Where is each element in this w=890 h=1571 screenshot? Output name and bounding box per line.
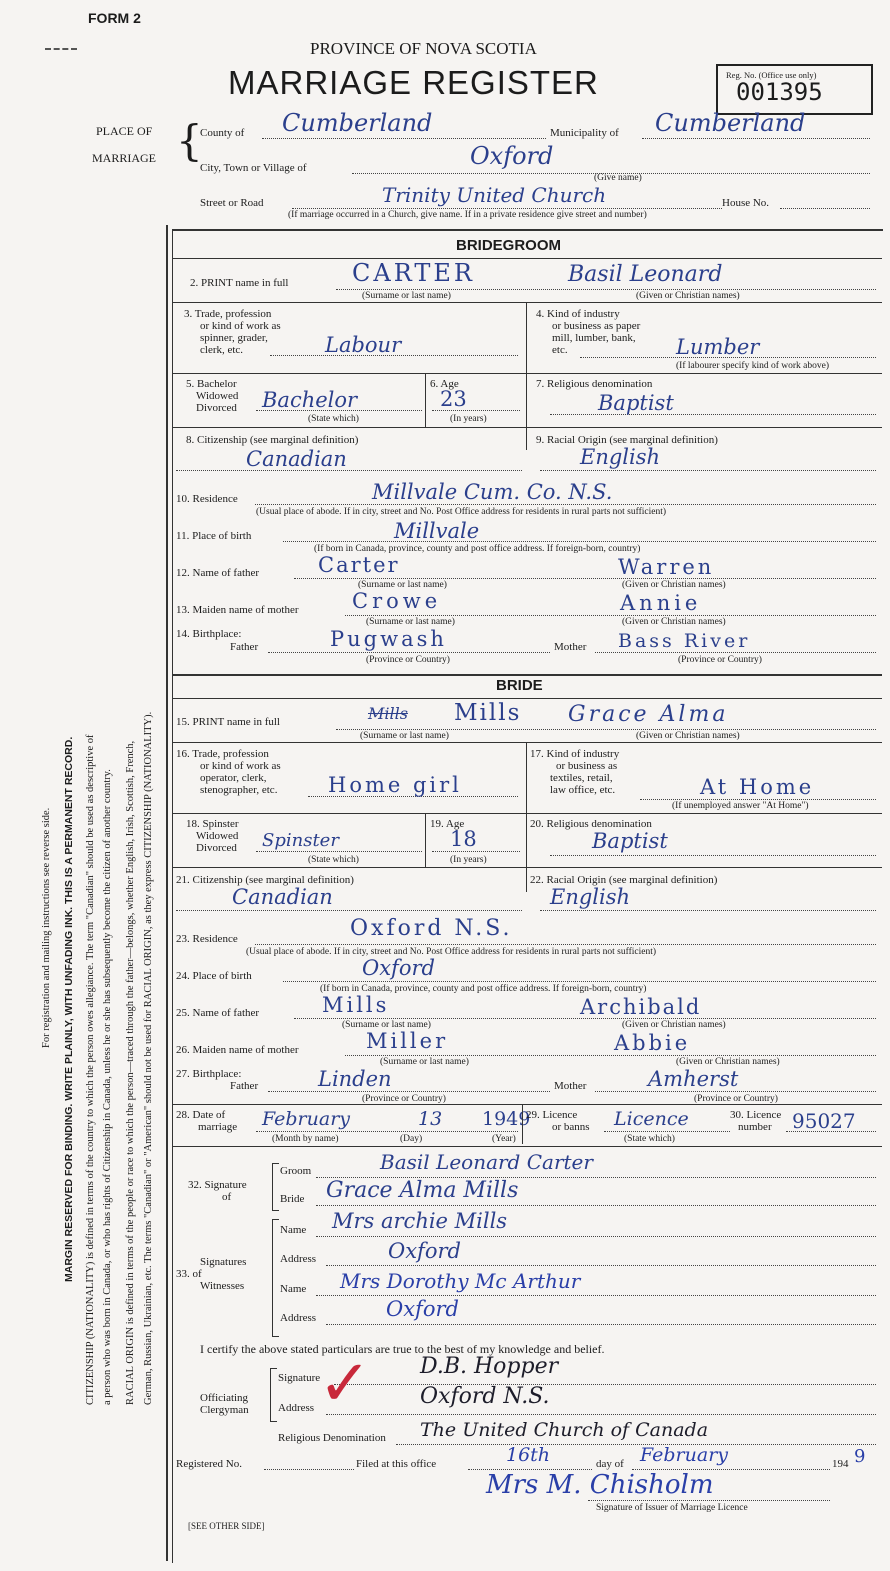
bride-sig-label: Bride [280,1193,305,1205]
city-value: Oxford [470,142,554,170]
bride-age: 18 [450,827,477,851]
witness2-address: Oxford [386,1297,459,1321]
f15-label-text: 15. PRINT name in full [176,716,280,728]
f4-line-4: etc. [552,344,568,356]
bride-trade: Home girl [328,773,462,797]
groom-father-birth: Pugwash [330,627,447,651]
municipality-label: Municipality of [550,127,619,139]
w2-address-label: Address [280,1312,317,1324]
f2-label [190,277,288,289]
bride-religion: Baptist [592,829,668,853]
f3-line-4: clerk, etc. [200,344,244,356]
groom-father-given: Warren [618,555,715,579]
f27-label: 27. Birthplace: [176,1068,242,1080]
f17-line-1: 17. Kind of industry [530,748,620,760]
groom-citizenship: Canadian [246,447,347,471]
place-of-label: PLACE OF [96,124,153,138]
groom-mother-surname: Crowe [352,589,442,613]
f30-label [730,1109,781,1133]
f7-label: 7. Religious denomination [536,378,653,390]
clergy-address-label: Address [278,1402,315,1414]
bride-residence: Oxford N.S. [350,916,513,941]
licence-or-banns: Licence [614,1108,689,1130]
marriage-day: 13 [418,1108,443,1130]
bride-father-birth: Linden [318,1067,392,1091]
f5-line-3: Divorced [196,402,237,414]
f25-label: 25. Name of father [176,1007,260,1019]
f19-label: 19. Age [430,818,465,830]
f16-label [176,748,281,796]
f21-label: 21. Citizenship (see marginal definition) [176,874,354,886]
f32-line-2: of [222,1191,232,1203]
f29-line-1: 29. Licence [526,1109,578,1121]
groom-signature: Basil Leonard Carter [380,1150,593,1174]
f26-given-note: (Given or Christian names) [676,1057,780,1067]
f12-given-note: (Given or Christian names) [622,580,726,590]
bride-given: Grace Alma [568,702,729,727]
city-label: City, Town or Village of [200,162,307,174]
punch-mark [45,48,77,50]
f32-bracket [272,1163,279,1211]
f14-label: 14. Birthplace: [176,628,242,640]
issuer-signature: Mrs M. Chisholm [486,1470,714,1500]
witness1-name: Mrs archie Mills [332,1209,508,1233]
groom-given-note: (Given or Christian names) [636,291,740,301]
day-of-label: day of [596,1458,624,1470]
f16-line-3: operator, clerk, [200,772,267,784]
f5-line-1: 5. Bachelor [186,378,237,390]
month-note: (Month by name) [272,1134,339,1144]
bride-surname: Mills [454,700,522,726]
issuer-note: Signature of Issuer of Marriage Licence [596,1503,748,1513]
bride-in-years: (In years) [450,855,487,865]
f14-father-label: Father [230,641,259,653]
f17-line-3: textiles, retail, [550,772,613,784]
municipality-value: Cumberland [655,109,806,137]
groom-father-surname: Carter [318,553,400,577]
f33-line-3: Witnesses [200,1280,245,1292]
f17-line-4: law office, etc. [550,784,616,796]
f5-label [186,378,238,414]
f25-given-note: (Given or Christian names) [622,1020,726,1030]
marriage-month: February [262,1108,351,1130]
bride-mother-birth: Amherst [648,1067,739,1091]
clergy-signature: D.B. Hopper [420,1354,559,1379]
groom-residence-note: (Usual place of abode. If in city, street and No. Post Office address for residents in rural parts not sufficient) [256,507,667,517]
day-note: (Day) [400,1134,423,1144]
f15-given-note: (Given or Christian names) [636,731,740,741]
f16-line-1: 16. Trade, profession [176,748,269,760]
reg-no-box [716,64,873,115]
f4-label [536,308,640,356]
denomination-value: The United Church of Canada [420,1419,709,1441]
margin-line-6: German, Russian, Ukrainian, etc. The terms "Canadian" or "American" should not be used for RACIAL ORIGIN, as they express CITIZENSHIP (NATIONALITY). [143,711,154,1405]
f30-line-2: number [738,1121,772,1133]
groom-in-years: (In years) [450,414,487,424]
f17-label [530,748,619,796]
bride-birthplace: Oxford [362,956,435,980]
margin-line-2: MARGIN RESERVED FOR BINDING. WRITE PLAINLY, WITH UNFADING INK. THIS IS A PERMANENT RECORD. [63,736,75,1282]
groom-trade: Labour [325,333,402,357]
street-value: Trinity United Church [382,183,607,207]
f15-surname-note: (Surname or last name) [360,731,449,741]
street-label: Street or Road [200,197,264,209]
margin-line-5: RACIAL ORIGIN is defined in terms of the people or race to which the person—traced through the father—belongs, whether English, Irish, Scottish, French, [125,740,136,1405]
f17-line-2: or business as [556,760,618,772]
f33-bracket [272,1219,279,1337]
groom-industry: Lumber [676,335,760,359]
f29-label [526,1109,590,1133]
groom-birthplace: Millvale [394,519,480,543]
f12-label: 12. Name of father [176,567,260,579]
give-name-note: (Give name) [594,173,642,183]
f27-father-label: Father [230,1080,259,1092]
f3-line-1: 3. Trade, profession [184,308,272,320]
certify-text: I certify the above stated particulars are true to the best of my knowledge and belief. [200,1342,605,1356]
house-label: House No. [722,197,770,209]
clergy-address: Oxford N.S. [420,1384,550,1409]
f16-line-4: stenographer, etc. [200,784,278,796]
filed-year-digit: 9 [854,1446,866,1467]
f28-line-2: marriage [198,1121,238,1133]
bride-heading: BRIDE [496,677,543,694]
f18-line-1: 18. Spinster [186,818,239,830]
clergy-line-1: Officiating [200,1392,249,1404]
f32-line-1: 32. Signature [188,1179,247,1191]
clergy-line-2: Clergyman [200,1404,249,1416]
groom-sig-label: Groom [280,1165,312,1177]
groom-surname: CARTER [352,259,475,287]
groom-racial: English [580,445,661,469]
f14-father-note: (Province or Country) [366,655,450,665]
groom-status: Bachelor [262,388,358,412]
bride-residence-note: (Usual place of abode. If in city, street and No. Post Office address for residents in rural parts not sufficient) [246,947,657,957]
f29-line-2: or banns [552,1121,590,1133]
clergy-label [200,1392,249,1416]
see-other-side: [SEE OTHER SIDE] [188,1521,265,1531]
f13-surname-note: (Surname or last name) [366,617,455,627]
registered-label: Registered No. [176,1458,242,1470]
street-note: (If marriage occurred in a Church, give name. If in a private residence give street and number) [288,210,647,220]
filed-month: February [640,1444,729,1466]
clergy-bracket [270,1368,277,1422]
f17-note: (If unemployed answer "At Home") [672,801,809,811]
f6-label: 6. Age [430,378,459,390]
reg-no-label: Reg. No. (Office use only) [726,70,817,80]
filed-day: 16th [506,1444,551,1466]
margin-line-1: For registration and mailing instructions see reverse side. [41,807,52,1048]
f4-line-3: mill, lumber, bank, [552,332,636,344]
bride-racial: English [550,885,631,909]
f3-line-2: or kind of work as [200,320,281,332]
groom-given: Basil Leonard [568,262,723,287]
year-note: (Year) [492,1134,516,1144]
marriage-label: MARRIAGE [92,151,157,165]
f18-line-3: Divorced [196,842,237,854]
f33-label [176,1256,246,1292]
red-check-mark: ✓ [318,1347,372,1421]
county-value: Cumberland [282,109,433,137]
bride-status: Spinster [262,830,339,851]
bride-father-given: Archibald [580,995,702,1019]
groom-residence: Millvale Cum. Co. N.S. [372,480,613,504]
marriage-year: 1949 [482,1108,531,1130]
f30-line-1: 30. Licence [730,1109,782,1121]
bride-industry: At Home [700,775,815,799]
denomination-label: Religious Denomination [278,1432,386,1444]
margin-line-4: a person who was born in Canada, or who has rights of Citizenship in Canada, unless he or she has subsequently become the citizen of another country. [102,769,113,1405]
f14-mother-note: (Province or Country) [678,655,762,665]
f18-line-2: Widowed [196,830,239,842]
f12-surname-note: (Surname or last name) [358,580,447,590]
groom-mother-birth: Bass River [618,630,751,652]
f4-line-1: 4. Kind of industry [536,308,620,320]
place-brace: { [176,116,203,165]
f28-label [176,1109,237,1133]
f14-mother-label: Mother [554,641,587,653]
f25-surname-note: (Surname or last name) [342,1020,431,1030]
f26-label: 26. Maiden name of mother [176,1044,299,1056]
f29-state-which: (State which) [624,1134,675,1144]
f3-label [184,308,281,356]
clergy-sig-label: Signature [278,1372,321,1384]
f24-label: 24. Place of birth [176,970,252,982]
f33-line-2: 33. of [176,1268,202,1280]
f28-line-1: 28. Date of [176,1109,226,1121]
filed-label: Filed at this office [356,1458,437,1470]
f9-label: 9. Racial Origin (see marginal definition) [536,434,718,446]
groom-surname-note: (Surname or last name) [362,291,451,301]
f33-line-1: Signatures [200,1256,247,1268]
w1-name-label: Name [280,1224,307,1236]
groom-age: 23 [440,387,467,411]
groom-mother-given: Annie [620,591,702,615]
f10-label: 10. Residence [176,493,238,505]
bride-birth-note: (If born in Canada, province, county and post office address. If foreign-born, country) [320,984,647,994]
f27-father-note: (Province or Country) [362,1094,446,1104]
bride-father-surname: Mills [322,993,390,1017]
f4-line-2: or business as paper [552,320,641,332]
reg-no-value: 001395 [736,78,823,106]
witness1-address: Oxford [388,1239,461,1263]
licence-number: 95027 [792,1109,856,1133]
f27-mother-label: Mother [554,1080,587,1092]
bride-citizenship: Canadian [232,885,333,909]
f2-label-text: 2. PRINT name in full [190,277,289,289]
f16-line-2: or kind of work as [200,760,281,772]
page-title: MARRIAGE REGISTER [228,64,599,101]
f11-label: 11. Place of birth [176,530,252,542]
f13-given-note: (Given or Christian names) [622,617,726,627]
bride-mother-surname: Miller [366,1029,449,1053]
witness2-name: Mrs Dorothy Mc Arthur [340,1269,581,1293]
f13-label: 13. Maiden name of mother [176,604,299,616]
f4-note: (If labourer specify kind of work above) [676,361,829,371]
w1-address-label: Address [280,1253,317,1265]
groom-religion: Baptist [598,391,674,415]
f27-mother-note: (Province or Country) [694,1094,778,1104]
form-number: FORM 2 [88,10,141,26]
province-heading: PROVINCE OF NOVA SCOTIA [310,39,537,58]
f26-surname-note: (Surname or last name) [380,1057,469,1067]
bridegroom-heading: BRIDEGROOM [456,237,561,254]
margin-line-3: CITIZENSHIP (NATIONALITY) is defined in terms of the country to which the person owes allegiance. The term "Canadian" should be used as descriptive of [85,734,96,1405]
f5-line-2: Widowed [196,390,239,402]
bride-mother-given: Abbie [614,1031,691,1055]
f32-label [188,1179,247,1203]
f3-line-3: spinner, grader, [200,332,268,344]
f22-label: 22. Racial Origin (see marginal definition) [530,874,718,886]
groom-state-which: (State which) [308,414,359,424]
f8-label: 8. Citizenship (see marginal definition) [186,434,359,446]
bride-struck-name: Mills [368,704,408,723]
bride-signature: Grace Alma Mills [326,1178,519,1203]
w2-name-label: Name [280,1283,307,1295]
bride-state-which: (State which) [308,855,359,865]
groom-birth-note: (If born in Canada, province, county and post office address. If foreign-born, country) [314,544,641,554]
f15-label [176,716,280,728]
f18-label [186,818,239,854]
county-label: County of [200,127,245,139]
f20-label: 20. Religious denomination [530,818,652,830]
filed-year-prefix: 194 [832,1458,849,1470]
f23-label: 23. Residence [176,933,238,945]
